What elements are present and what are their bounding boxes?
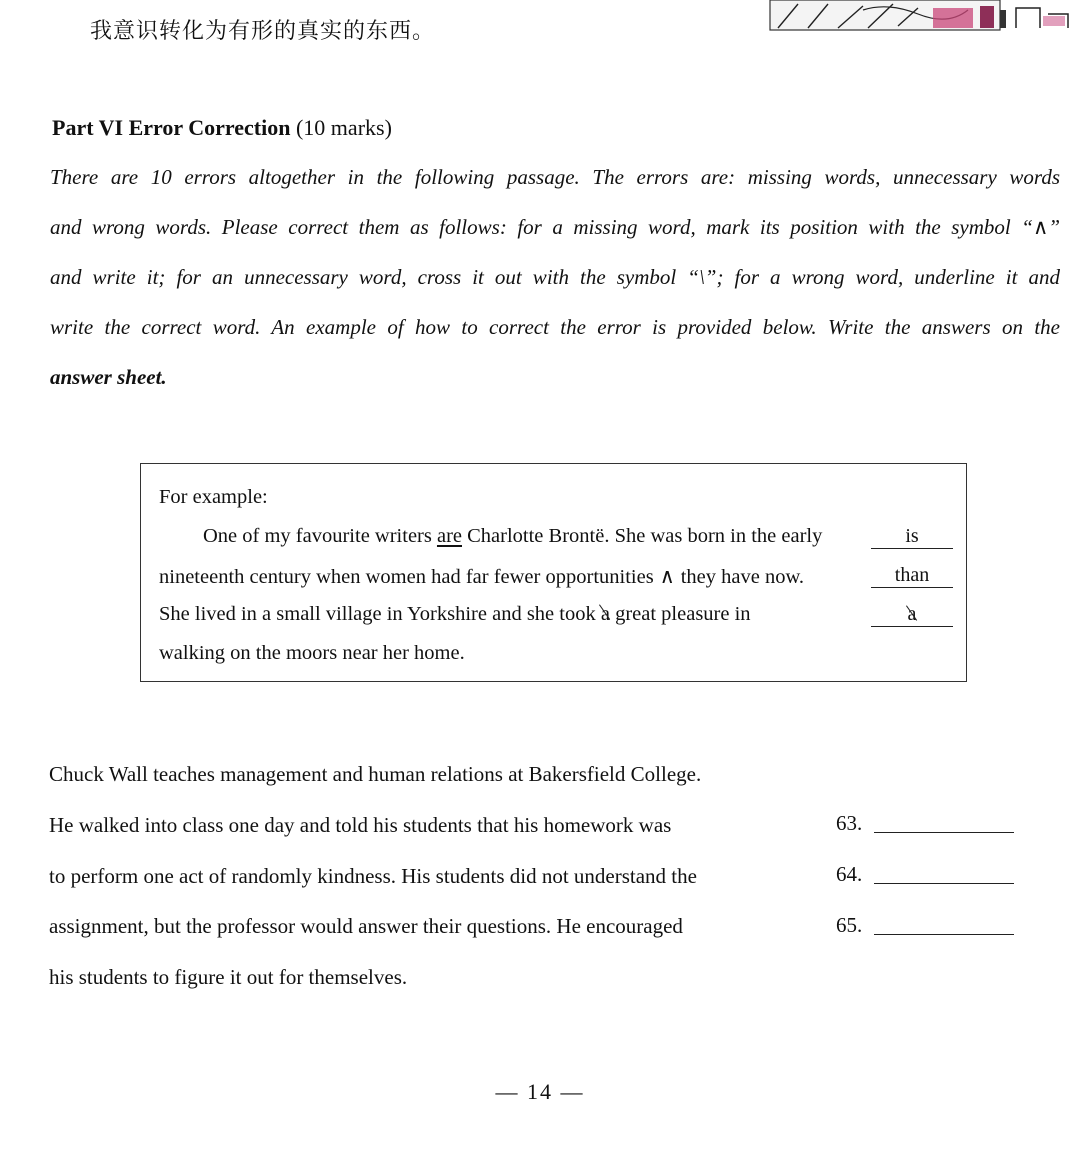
instruction-line: There are 10 errors altogether in the following passage. The errors are: missing words, unnecessary words [50, 165, 1060, 189]
example-answer [871, 604, 953, 627]
top-chinese-text: 我意识转化为有形的真实的东西。 [90, 19, 436, 44]
example-crossed-word: a [600, 603, 610, 625]
section-heading [52, 115, 392, 141]
example-box [140, 463, 967, 682]
section-marks: (10 marks) [295, 115, 392, 140]
example-line-3 [159, 603, 751, 626]
example-text: they have now. [680, 566, 805, 588]
passage-line: to perform one act of randomly kindness. His students did not understand the [49, 864, 697, 888]
page-number: — 14 — [495, 1079, 585, 1104]
example-answer: is [871, 526, 953, 549]
example-label: For example: [159, 486, 268, 508]
answer-blank[interactable] [874, 934, 1014, 935]
section-title: Part VI Error Correction [52, 115, 291, 140]
passage-line: He walked into class one day and told his students that his homework was [49, 813, 672, 837]
passage-line: his students to figure it out for themselves. [49, 965, 408, 989]
answer-blank[interactable] [874, 832, 1014, 833]
example-text: great pleasure in [609, 603, 751, 625]
instruction-answer-sheet: answer sheet. [50, 365, 167, 389]
example-answer: than [871, 565, 953, 588]
example-text: Charlotte Brontë. She was born in the early [462, 525, 823, 547]
instruction-line: write the correct word. An example of how to correct the error is provided below. Write the answers on the [50, 315, 1060, 339]
question-number: 65. [836, 913, 863, 937]
example-line-2 [159, 564, 804, 589]
instruction-line: and wrong words. Please correct them as follows: for a missing word, mark its position with the symbol “∧” [50, 215, 1060, 239]
example-text: She lived in a small village in Yorkshire and she took [159, 603, 601, 625]
passage-line: Chuck Wall teaches management and human relations at Bakersfield College. [49, 762, 702, 786]
example-wrong-word: are [436, 525, 462, 547]
question-number: 64. [836, 862, 863, 886]
example-answer-crossed: a [907, 603, 917, 625]
example-text: One of my favourite writers [203, 525, 437, 547]
example-line-4: walking on the moors near her home. [159, 642, 465, 664]
instruction-line: and write it; for an unnecessary word, cross it out with the symbol “\”; for a wrong word, underline it and [50, 265, 1060, 289]
insert-caret-symbol: ∧ [659, 566, 675, 588]
example-text: nineteenth century when women had far fewer opportunities [159, 566, 654, 588]
answer-blank[interactable] [874, 883, 1014, 884]
corner-illustration [768, 0, 1080, 34]
example-line-1 [203, 525, 822, 548]
question-number: 63. [836, 811, 863, 835]
passage-line: assignment, but the professor would answer their questions. He encouraged [49, 914, 683, 938]
